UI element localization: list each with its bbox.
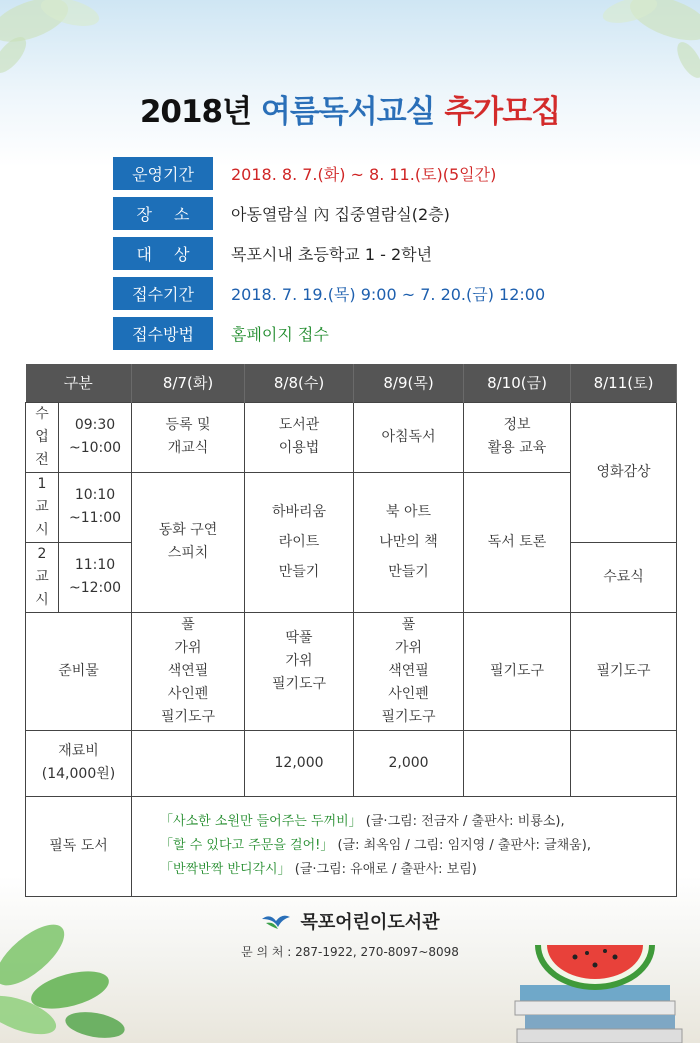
table-cell: 풀 가위 색연필 사인펜 필기도구 xyxy=(354,612,464,730)
column-header: 8/10(금) xyxy=(464,364,571,402)
title-year: 2018년 xyxy=(139,94,252,130)
table-cell: 정보 활용 교육 xyxy=(464,402,571,472)
book-detail: (글: 최옥임 / 그림: 임지영 / 출판사: 글채움), xyxy=(333,838,591,853)
period-name: 수 업 전 xyxy=(26,402,59,472)
info-value: 홈페이지 접수 xyxy=(231,324,329,344)
title-recruit: 추가모집 xyxy=(444,94,561,130)
table-cell: 딱풀 가위 필기도구 xyxy=(245,612,354,730)
period-time: 10:10 ~11:00 xyxy=(59,472,132,542)
table-header-row xyxy=(26,364,677,402)
column-header: 8/9(목) xyxy=(354,364,464,402)
row-label: 필독 도서 xyxy=(26,796,132,896)
info-value: 2018. 8. 7.(화) ~ 8. 11.(토)(5일간) xyxy=(231,164,497,184)
table-cell: 12,000 xyxy=(245,730,354,796)
info-block xyxy=(113,156,633,356)
column-header: 구분 xyxy=(26,364,132,402)
period-name: 1 교 시 xyxy=(26,472,59,542)
book-detail: (글·그림: 전금자 / 출판사: 비룡소), xyxy=(361,814,565,829)
period-time: 11:10 ~12:00 xyxy=(59,542,132,612)
table-cell: 필기도구 xyxy=(464,612,571,730)
table-cell: 하바리움 라이트 만들기 xyxy=(245,472,354,612)
library-name-text: 목포어린이도서관 xyxy=(300,912,440,933)
book-item xyxy=(160,834,676,858)
book-title: 「사소한 소원만 들어주는 두꺼비」 xyxy=(160,814,362,829)
schedule-table xyxy=(25,364,677,897)
table-cell: 독서 토론 xyxy=(464,472,571,612)
table-row xyxy=(26,796,677,896)
table-row xyxy=(26,612,677,730)
info-label: 접수기간 xyxy=(113,277,213,310)
table-row xyxy=(26,402,677,472)
library-logo-icon xyxy=(260,911,292,931)
contact-info: 문 의 처 : 287-1922, 270-8097~8098 xyxy=(241,945,459,959)
leaf-decoration-icon xyxy=(0,0,150,90)
period-name: 2 교 시 xyxy=(26,542,59,612)
table-cell: 영화감상 xyxy=(571,402,677,542)
info-label: 장소 xyxy=(113,197,213,230)
book-title: 「반짝반짝 반디각시」 xyxy=(160,862,291,877)
table-cell: 풀 가위 색연필 사인펜 필기도구 xyxy=(132,612,245,730)
table-cell: 수료식 xyxy=(571,542,677,612)
book-detail: (글·그림: 유애로 / 출판사: 보림) xyxy=(290,862,477,877)
table-cell: 도서관 이용법 xyxy=(245,402,354,472)
info-label: 접수방법 xyxy=(113,317,213,350)
info-label: 운영기간 xyxy=(113,157,213,190)
footer xyxy=(0,908,700,960)
table-cell: 등록 및 개교식 xyxy=(132,402,245,472)
row-label: 준비물 xyxy=(26,612,132,730)
table-row xyxy=(26,730,677,796)
row-label: 재료비 (14,000원) xyxy=(26,730,132,796)
table-cell: 아침독서 xyxy=(354,402,464,472)
table-cell: 북 아트 나만의 책 만들기 xyxy=(354,472,464,612)
column-header: 8/11(토) xyxy=(571,364,677,402)
info-row-target xyxy=(113,236,633,270)
info-value: 목포시내 초등학교 1 - 2학년 xyxy=(231,244,433,264)
info-row-registration-period xyxy=(113,276,633,310)
info-value: 2018. 7. 19.(목) 9:00 ~ 7. 20.(금) 12:00 xyxy=(231,284,546,304)
column-header: 8/7(화) xyxy=(132,364,245,402)
info-label: 대상 xyxy=(113,237,213,270)
info-row-place xyxy=(113,196,633,230)
table-cell xyxy=(464,730,571,796)
required-books xyxy=(132,796,677,896)
info-row-registration-method xyxy=(113,316,633,350)
info-value: 아동열람실 內 집중열람실(2층) xyxy=(231,204,450,224)
table-cell: 동화 구연 스피치 xyxy=(132,472,245,612)
book-item xyxy=(160,858,676,882)
table-cell: 필기도구 xyxy=(571,612,677,730)
table-cell: 2,000 xyxy=(354,730,464,796)
table-cell xyxy=(132,730,245,796)
book-item xyxy=(160,810,676,834)
book-title: 「할 수 있다고 주문을 걸어!」 xyxy=(160,838,334,853)
leaf-decoration-icon xyxy=(540,0,700,100)
library-name xyxy=(260,908,439,934)
info-row-period xyxy=(113,156,633,190)
page-title xyxy=(0,86,700,131)
table-cell xyxy=(571,730,677,796)
title-program: 여름독서교실 xyxy=(260,94,435,130)
period-time: 09:30 ~10:00 xyxy=(59,402,132,472)
column-header: 8/8(수) xyxy=(245,364,354,402)
